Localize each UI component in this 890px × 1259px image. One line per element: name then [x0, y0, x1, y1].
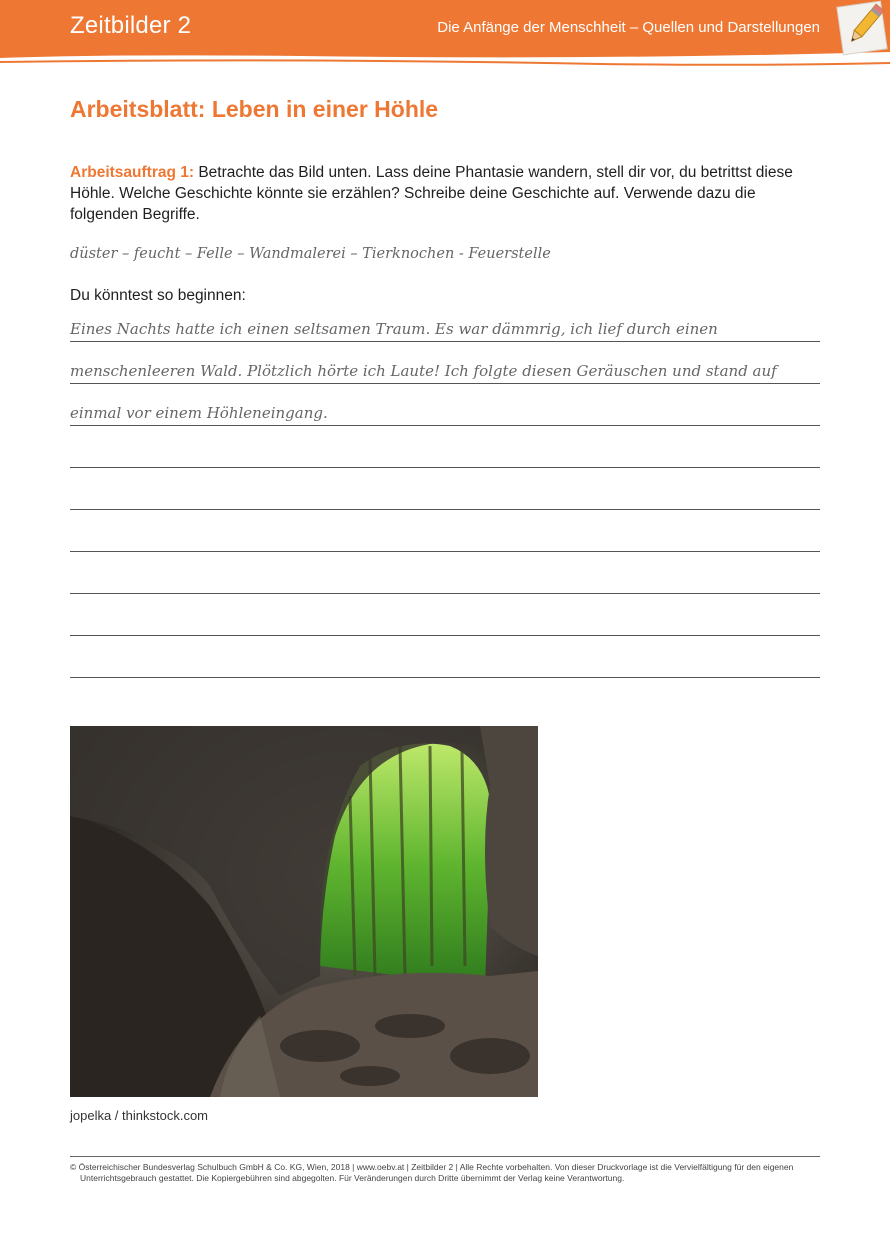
page-header [0, 0, 890, 60]
writing-line[interactable] [70, 300, 820, 342]
writing-line[interactable] [70, 594, 820, 636]
photo-credit: jopelka / thinkstock.com [70, 1108, 209, 1123]
task-paragraph [70, 162, 820, 225]
handwritten-text: einmal vor einem Höhleneingang. [70, 404, 328, 422]
header-subtitle: Die Anfänge der Menschheit – Quellen und Darstellungen [437, 19, 820, 36]
footer-line-2: Unterrichtsgebrauch gestattet. Die Kopiergebühren sind abgegolten. Für Veränderungen durch Dritte übernimmt der Verlag keine Verantwortung. [80, 1173, 625, 1183]
cave-photo [70, 726, 538, 1097]
task-label: Arbeitsauftrag 1: [70, 164, 195, 181]
pencil-paper-icon [834, 0, 890, 56]
handwritten-text: menschenleeren Wald. Plötzlich hörte ich Laute! Ich folgte diesen Geräuschen und stand auf [70, 362, 777, 380]
writing-line[interactable] [70, 636, 820, 678]
writing-line[interactable] [70, 510, 820, 552]
writing-line[interactable] [70, 426, 820, 468]
page-title: Arbeitsblatt: Leben in einer Höhle [70, 96, 439, 122]
brand-title: Zeitbilder 2 [70, 12, 192, 39]
writing-line[interactable] [70, 552, 820, 594]
writing-line[interactable] [70, 384, 820, 426]
begin-label: Du könntest so beginnen: [70, 287, 246, 304]
writing-line[interactable] [70, 468, 820, 510]
footer-line-1: © Österreichischer Bundesverlag Schulbuch GmbH & Co. KG, Wien, 2018 | www.oebv.at | Zeitbilder 2 | Alle Rechte vorbehalten. Von dieser Druckvorlage ist die Vervielfältigung für den eigenen [70, 1162, 794, 1172]
handwritten-text: Eines Nachts hatte ich einen seltsamen Traum. Es war dämmrig, ich lief durch einen [70, 320, 718, 338]
page-footer [70, 1162, 820, 1184]
cave-illustration [70, 726, 538, 1097]
footer-divider [70, 1156, 820, 1157]
writing-line[interactable] [70, 342, 820, 384]
task-text: Betrachte das Bild unten. Lass deine Phantasie wandern, stell dir vor, du betrittst diese Höhle. Welche Geschichte könnte sie erzählen? Schreibe deine Geschichte auf. Verwende dazu die folgenden Begriffe. [70, 164, 793, 223]
terms-list: düster – feucht – Felle – Wandmalerei – Tierknochen - Feuerstelle [70, 246, 551, 262]
